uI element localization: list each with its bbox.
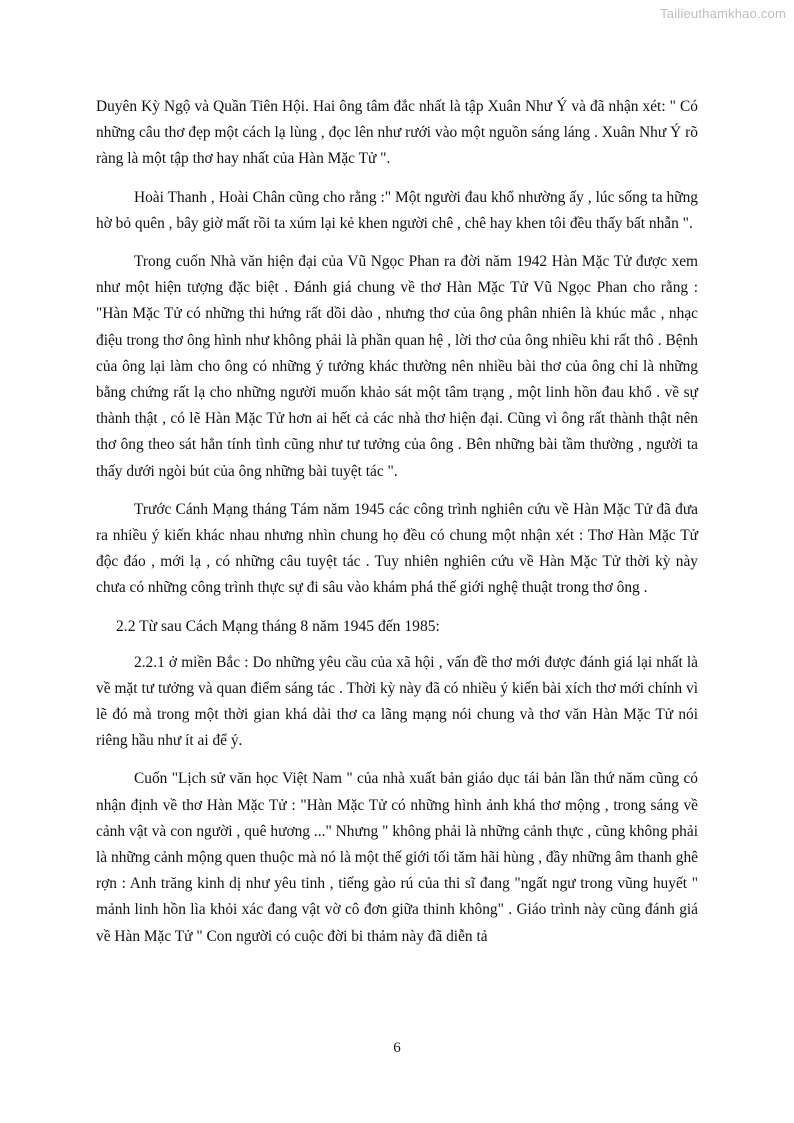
paragraph-6: Cuốn "Lịch sử văn học Việt Nam " của nhà xuất bản giáo dục tái bản lần thứ năm cũng có nhận định về thơ Hàn Mặc Tử : "Hàn Mặc Tử có những hình ảnh khá thơ mộng , trong sáng về cảnh vật và con người , quê hương ..." Nhưng " không phải là những cảnh thực , cũng không phải là những cảnh mộng quen thuộc mà nó là một thế giới tối tăm hãi hùng , đầy những âm thanh ghê rợn : Anh trăng kinh dị như yêu tinh , tiếng gào rú của thi sĩ đang "ngất ngư trong vũng huyết " mảnh linh hồn lìa khỏi xác đang vật vờ cô đơn giữa thinh không" . Giáo trình này cũng đánh giá về Hàn Mặc Tử " Con người có cuộc đời bi thảm này đã diễn tả	[96, 770, 698, 945]
page-number: 6	[393, 1040, 401, 1056]
paragraph-5: 2.2.1 ở miền Bắc : Do những yêu cầu của xã hội , vấn đề thơ mới được đánh giá lại nhất là về mặt tư tưởng và quan điểm sáng tác . Thời kỳ này đã có nhiều ý kiến bài xích thơ mới chính vì lẽ đó mà trong một thời gian khá dài thơ ca lãng mạng nói chung và thơ văn Hàn Mặc Tử nói riêng hầu như ít ai để ý.	[96, 653, 698, 750]
document-body	[96, 94, 698, 962]
paragraph-2: Hoài Thanh , Hoài Chân cũng cho rằng :" Một người đau khổ nhường ấy , lúc sống ta hững hờ bỏ quên , bây giờ mất rồi ta xúm lại kẻ khen người chê , chê hay khen tôi đều thấy bất nhẫn ".	[96, 188, 698, 232]
paragraph-3: Trong cuốn Nhà văn hiện đại của Vũ Ngọc Phan ra đời năm 1942 Hàn Mặc Tử được xem như một hiện tượng đặc biệt . Đánh giá chung về thơ Hàn Mặc Tử Vũ Ngọc Phan cho rằng : "Hàn Mặc Tử có những thi hứng rất dồi dào , nhưng thơ của ông phân nhiên là khúc mắc , nhạc điệu trong thơ ông hình như không phải là phần quan hệ , lời thơ của ông nhiều khi rất thô . Bệnh của ông lại làm cho ông có những ý tưởng khác thường nên nhiều bài thơ của ông chỉ là những bằng chứng rất lạ cho những người muốn khảo sát một tâm trạng , một linh hồn đau khổ . về sự thành thật , có lẽ Hàn Mặc Tử hơn ai hết cả các nhà thơ hiện đại. Cũng vì ông rất thành thật nên thơ ông theo sát hẳn tính tình cũng như tư tưởng của ông . Bên những bài tầm thường , người ta thấy dưới ngòi bút của ông những bài tuyệt tác ".	[96, 253, 698, 480]
section-heading: 2.2 Từ sau Cách Mạng tháng 8 năm 1945 đến 1985:	[116, 617, 440, 635]
watermark: Tailieuthamkhao.com	[660, 6, 786, 21]
paragraph-4: Trước Cánh Mạng tháng Tám năm 1945 các công trình nghiên cứu về Hàn Mặc Tử đã đưa ra nhiều ý kiến khác nhau nhưng nhìn chung họ đều có chung một nhận xét : Thơ Hàn Mặc Tử độc đáo , mới lạ , có những câu tuyệt tác . Tuy nhiên nghiên cứu về Hàn Mặc Tử thời kỳ này chưa có những công trình thực sự đi sâu vào khám phá thế giới nghệ thuật trong thơ ông .	[96, 500, 698, 597]
paragraph-1: Duyên Kỳ Ngộ và Quần Tiên Hội. Hai ông tâm đắc nhất là tập Xuân Như Ý và đã nhận xét: " Có những câu thơ đẹp một cách lạ lùng , đọc lên như rưới vào một nguồn sáng láng . Xuân Như Ý rõ ràng là một tập thơ hay nhất của Hàn Mặc Tử ".	[96, 98, 698, 168]
